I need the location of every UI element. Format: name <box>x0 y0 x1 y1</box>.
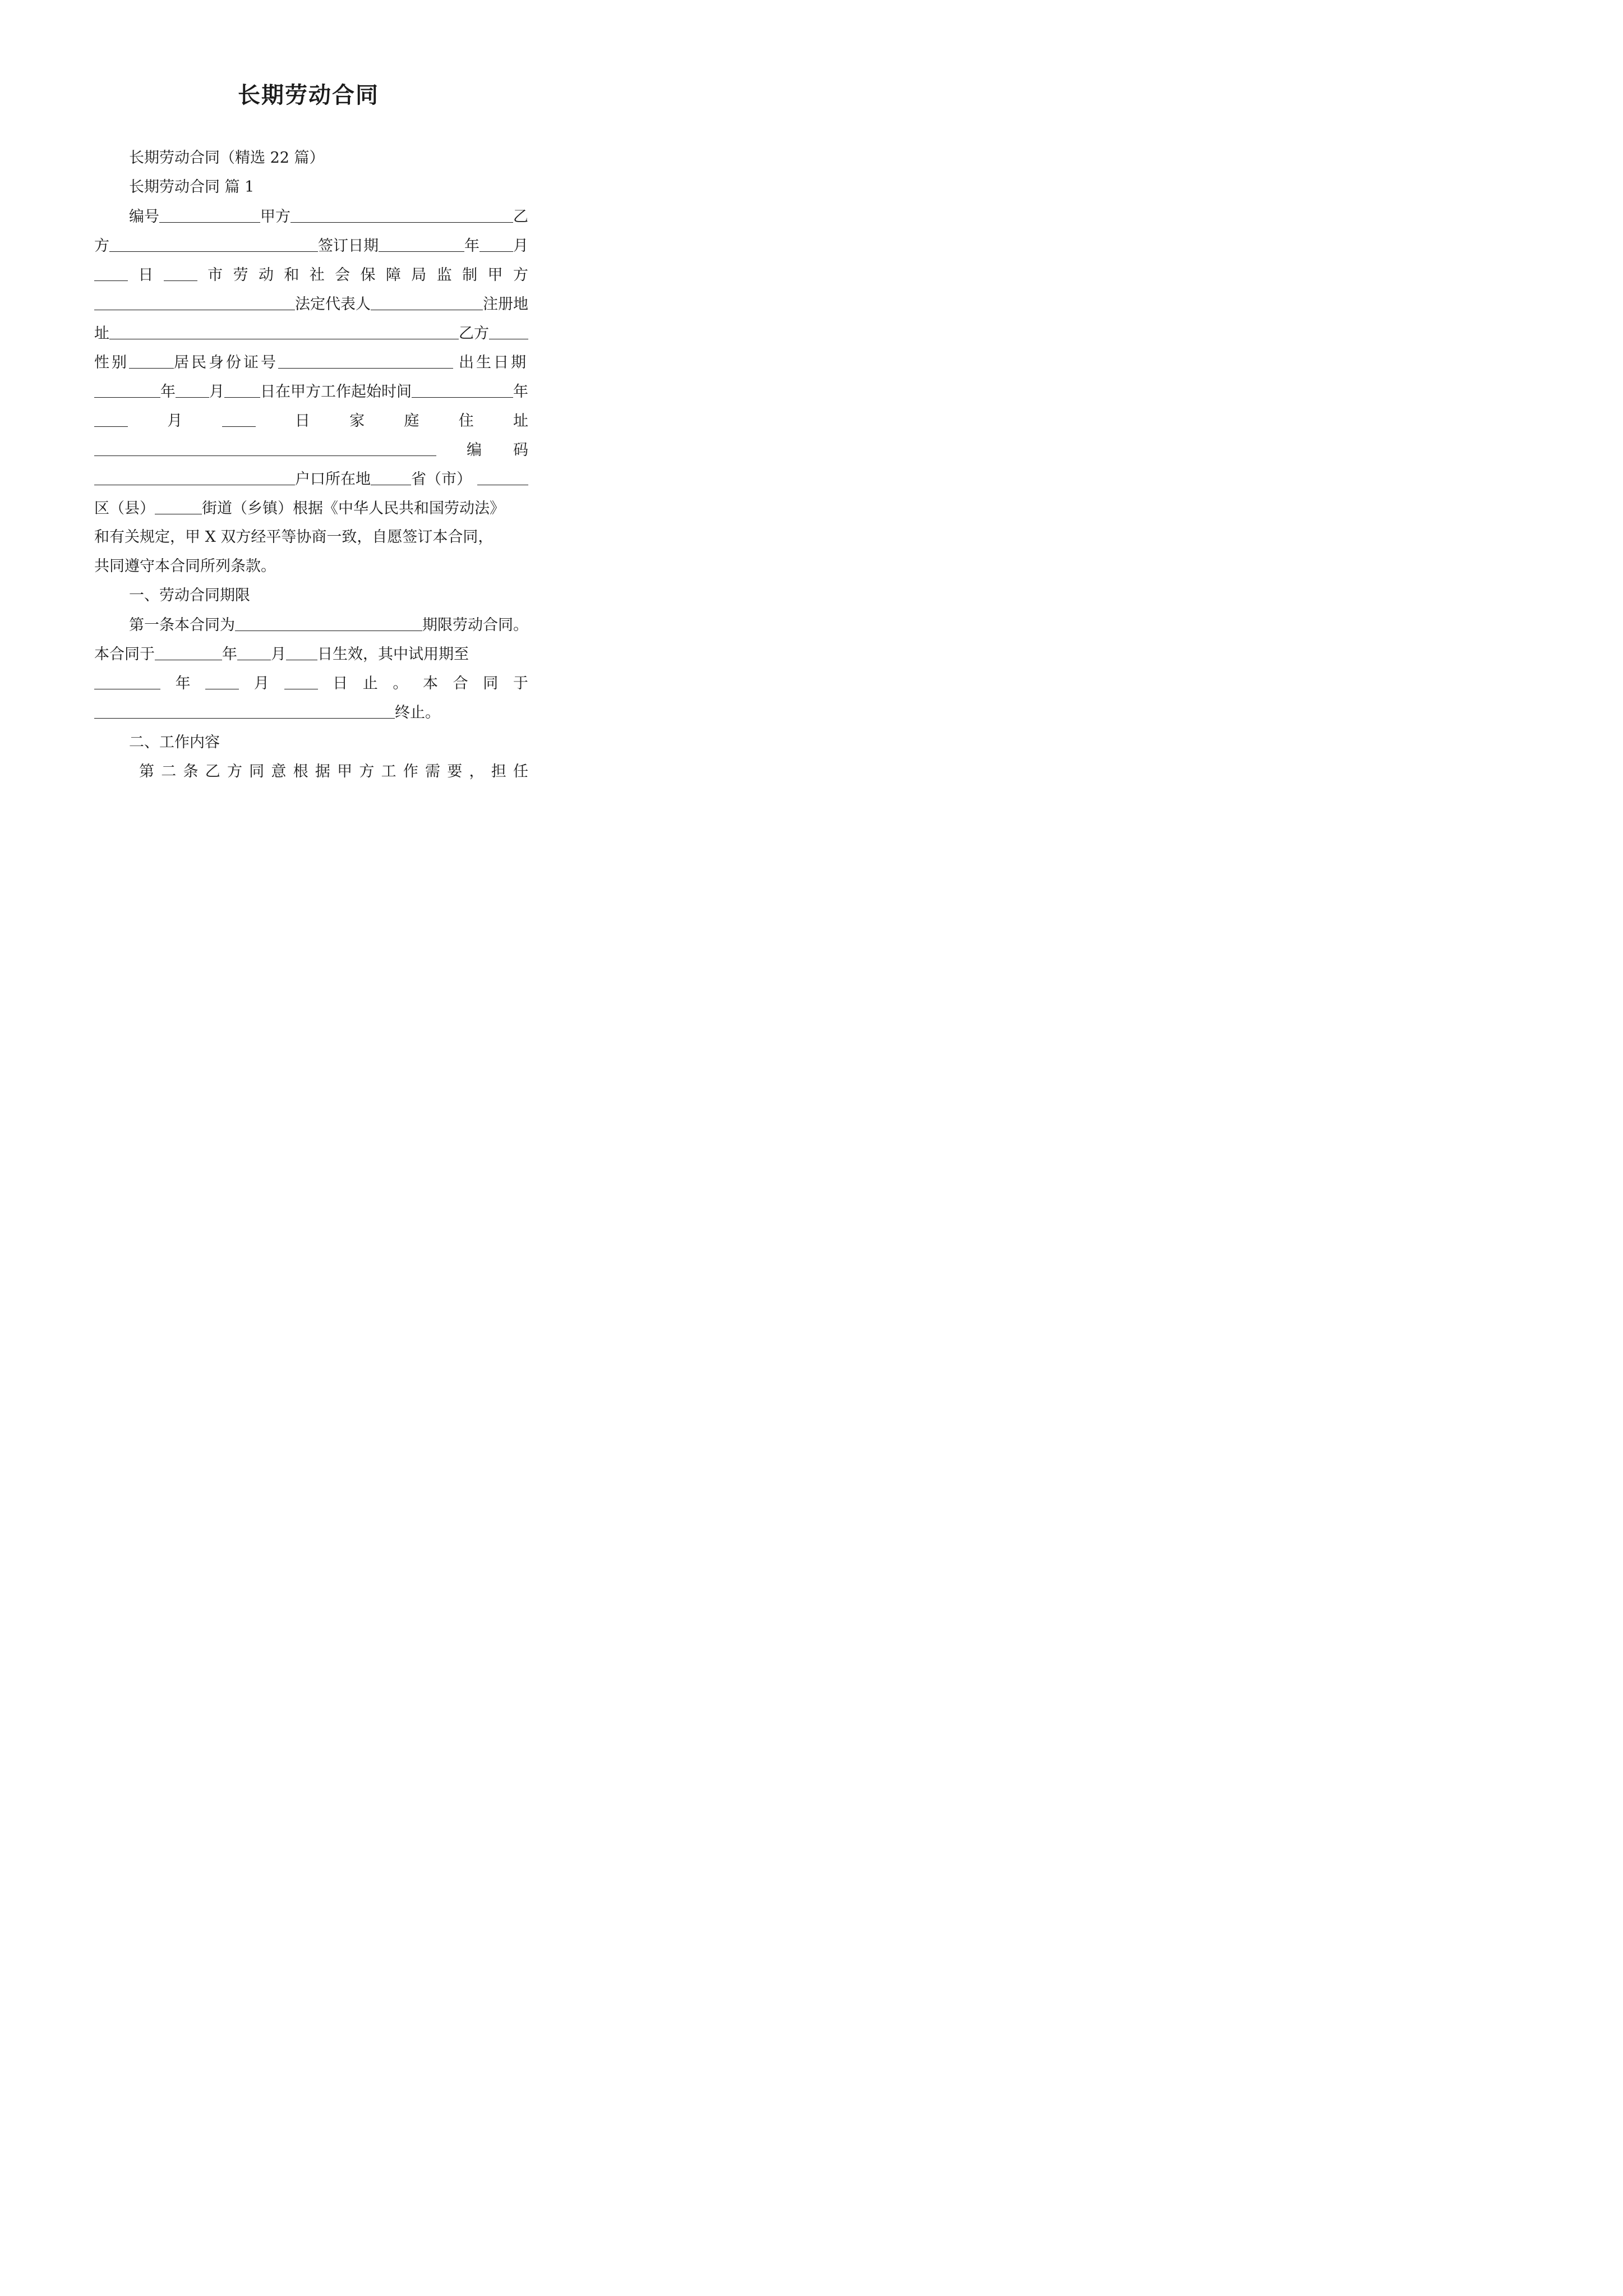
label-month: 月 <box>253 675 269 692</box>
blank-effective-month <box>237 644 271 660</box>
blank-probation-month <box>205 673 239 689</box>
text-line <box>94 439 528 461</box>
text-char: 劳 <box>233 266 248 284</box>
label-party-a: 甲方 <box>260 208 291 226</box>
document-page <box>0 0 617 873</box>
text-char: 乙 <box>205 763 220 780</box>
text-char: 家 <box>349 412 365 430</box>
blank-street <box>155 498 202 514</box>
blank-postcode <box>94 469 295 485</box>
text-char: 保 <box>360 266 376 284</box>
article-text: 第一条本合同为 <box>129 616 235 634</box>
label-sign-date: 签订日期 <box>318 237 379 255</box>
section-heading: 二、工作内容 <box>129 734 220 751</box>
label-address-end: 址 <box>94 325 109 342</box>
text-char: 住 <box>458 412 474 430</box>
blank-reg-address <box>109 323 459 339</box>
text-char: 障 <box>385 266 401 284</box>
label-postcode-end: 码 <box>513 441 528 459</box>
text-char: 动 <box>258 266 274 284</box>
label-party-b-start: 乙 <box>513 208 528 226</box>
body-text: 本合同于 <box>94 646 155 663</box>
text-char: 工 <box>381 763 396 780</box>
text-line <box>94 409 528 432</box>
text-char: 作 <box>403 763 418 780</box>
label-month: 月 <box>167 412 183 430</box>
text-char: 方 <box>359 763 375 780</box>
section-heading-line <box>129 585 528 607</box>
text-char: 甲 <box>487 266 503 284</box>
label-birth-date: 出生日期 <box>459 354 528 371</box>
blank-home-address <box>94 440 436 456</box>
text-line <box>94 264 528 286</box>
label-district: 区（县） <box>94 500 155 517</box>
text-line <box>94 643 528 665</box>
text-char: 担 <box>491 763 506 780</box>
text-char: 合 <box>453 675 468 692</box>
text-char: 条 <box>183 763 199 780</box>
text-line <box>94 526 528 549</box>
blank-legal-rep <box>371 294 483 310</box>
text-char: 和 <box>284 266 299 284</box>
label-reg-address: 注册地 <box>483 296 528 313</box>
text-line <box>139 761 528 783</box>
text-char: 会 <box>335 266 351 284</box>
text-char: 第 <box>139 763 154 780</box>
label-postcode: 编 <box>467 441 482 459</box>
text-char: 止 <box>362 675 378 692</box>
body-text: 日生效，其中试用期至 <box>317 646 469 663</box>
blank-effective-day <box>286 644 317 660</box>
label-year: 年 <box>160 383 176 401</box>
text-char: 同 <box>249 763 265 780</box>
text-char: 二 <box>161 763 177 780</box>
collection-subtitle: 长期劳动合同（精选 22 篇） <box>129 149 325 167</box>
blank-termination <box>94 702 395 719</box>
blank-start-day <box>222 411 256 427</box>
text-char: 监 <box>436 266 452 284</box>
label-day: 日 <box>294 412 310 430</box>
blank-start-year <box>412 381 513 398</box>
label-year: 年 <box>175 675 191 692</box>
blank-sign-year <box>379 236 464 252</box>
blank-gender <box>129 352 174 369</box>
text-char: 本 <box>423 675 438 692</box>
blank-district <box>477 469 528 485</box>
blank-birth-year <box>94 381 160 398</box>
text-line <box>94 468 528 490</box>
text-line <box>94 701 528 724</box>
text-char: 据 <box>315 763 330 780</box>
blank-id-number <box>278 352 453 369</box>
label-year: 年 <box>222 646 237 663</box>
text-char: 庭 <box>404 412 419 430</box>
label-id-number: 居民身份证号 <box>174 354 278 371</box>
text-char: 任 <box>513 763 528 780</box>
text-line <box>94 672 528 694</box>
text-char: 需 <box>425 763 441 780</box>
label-year: 年 <box>464 237 479 255</box>
blank-birth-month <box>176 381 209 398</box>
article-text: 期限劳动合同。 <box>422 616 528 634</box>
blank-province <box>371 469 411 485</box>
label-number: 编号 <box>129 208 159 226</box>
text-char: 根 <box>293 763 308 780</box>
text-char: 。 <box>393 675 408 692</box>
blank-number <box>159 206 260 223</box>
label-party-b: 乙方 <box>459 325 489 342</box>
blank-party-b <box>109 236 318 252</box>
text-line <box>94 234 528 257</box>
label-province-city: 省（市） <box>411 471 472 488</box>
blank-city <box>164 265 197 281</box>
label-gender: 性别 <box>94 354 129 371</box>
text-char: 意 <box>271 763 287 780</box>
label-month: 月 <box>209 383 224 401</box>
label-party-b-end: 方 <box>94 237 109 255</box>
text-line <box>94 293 528 315</box>
text-char: 于 <box>513 675 528 692</box>
text-char: 址 <box>513 412 528 430</box>
text-char: ， <box>469 763 485 780</box>
section-heading-line <box>129 731 528 754</box>
body-text: 和有关规定，甲 X 双方经平等协商一致，自愿签订本合同， <box>94 528 494 546</box>
text-char: 甲 <box>337 763 353 780</box>
text-line <box>94 555 528 578</box>
text-char: 市 <box>208 266 223 284</box>
blank-probation-day <box>284 673 318 689</box>
text-line <box>94 380 528 403</box>
label-day: 日 <box>138 266 154 284</box>
subtitle-line <box>129 147 528 169</box>
text-char: 要 <box>447 763 463 780</box>
blank-sign-month <box>479 236 513 252</box>
label-start-time: 日在甲方工作起始时间 <box>260 383 412 401</box>
blank-sign-day <box>94 265 128 281</box>
label-hukou: 户口所在地 <box>295 471 371 488</box>
blank-party-a <box>291 206 513 223</box>
blank-party-a-name <box>94 294 295 310</box>
text-char: 方 <box>513 266 528 284</box>
label-month: 月 <box>271 646 286 663</box>
chapter-heading: 长期劳动合同 篇 1 <box>129 178 255 196</box>
body-text: 终止。 <box>395 704 440 721</box>
section-heading: 一、劳动合同期限 <box>129 587 250 604</box>
text-char: 制 <box>462 266 478 284</box>
label-year: 年 <box>513 383 528 401</box>
body-text: 街道（乡镇）根据《中华人民共和国劳动法》 <box>202 500 505 517</box>
blank-probation-year <box>94 673 160 689</box>
blank-start-month <box>94 411 128 427</box>
document-title: 长期劳动合同 <box>238 82 379 108</box>
text-line <box>94 497 528 519</box>
blank-party-b-name <box>489 323 528 339</box>
label-day: 日 <box>333 675 348 692</box>
text-line <box>94 351 528 374</box>
text-line <box>129 205 528 228</box>
blank-contract-term <box>235 615 422 631</box>
text-char: 方 <box>227 763 242 780</box>
label-legal-rep: 法定代表人 <box>295 296 371 313</box>
text-line <box>129 614 528 636</box>
text-char: 社 <box>309 266 325 284</box>
text-line <box>94 322 528 344</box>
text-char: 局 <box>411 266 427 284</box>
blank-effective-year <box>155 644 222 660</box>
text-char: 同 <box>483 675 499 692</box>
section-heading-line <box>129 176 528 199</box>
label-month: 月 <box>513 237 528 255</box>
blank-birth-day <box>224 381 260 398</box>
body-text: 共同遵守本合同所列条款。 <box>94 558 276 575</box>
